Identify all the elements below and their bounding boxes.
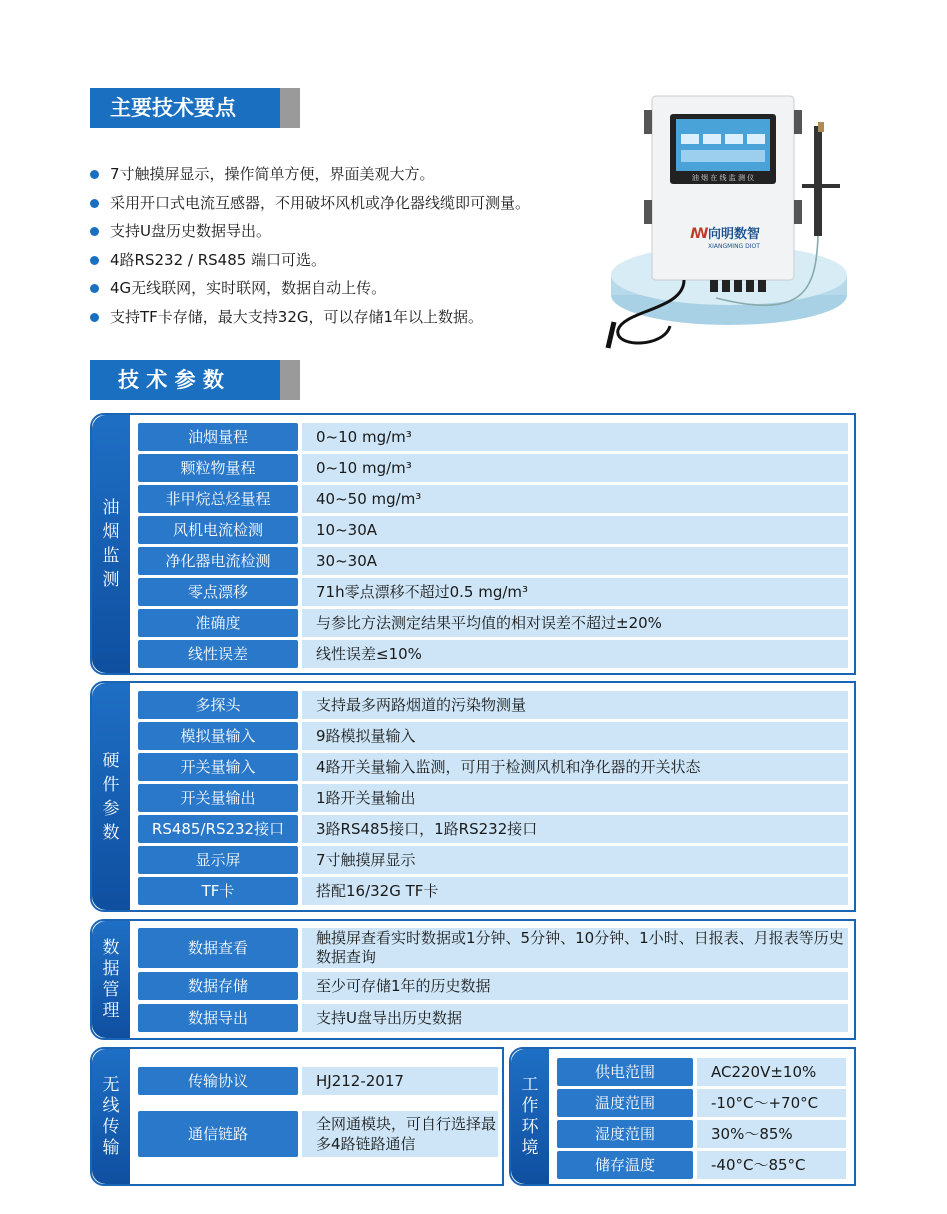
panel-side-label: 油烟监测 xyxy=(92,415,130,673)
panel-wireless: 无线传输 传输协议 HJ212-2017 通信链路 全网通模块，可自行选择最多4路链路通信 xyxy=(90,1047,504,1186)
panel-side-label: 工作环境 xyxy=(511,1049,549,1184)
panel-side-label: 数据管理 xyxy=(92,921,130,1038)
key-points-list xyxy=(88,160,628,332)
panel-oil-monitoring: 油烟监测 油烟量程 0~10 mg/m³ 颗粒物量程 0~10 mg/m³ 非甲烷总烃量程 40~50 mg/m³ 风机电流检测 10~30A 净化器电流检测 30~30A 零点漂移 71h零点漂移不超过0.5 mg/m³ 准确度 与参比方法测定结果平均值的相对误差不超过±20% 线性误差 线性误差≤10% xyxy=(90,413,856,675)
section-title: 技 术 参 数 xyxy=(90,360,280,400)
panel-environment: 工作环境 供电范围 AC220V±10% 温度范围 -10°C～+70°C 湿度范围 30%～85% 储存温度 -40°C～85°C xyxy=(509,1047,856,1186)
list-item: 采用开口式电流互感器，不用破坏风机或净化器线缆即可测量。 xyxy=(88,189,628,218)
svg-text:ꟿ: ꟿ xyxy=(690,226,709,242)
panel-hardware: 硬件参数 多探头 支持最多两路烟道的污染物测量 模拟量输入 9路模拟量输入 开关量输入 4路开关量输入监测，可用于检测风机和净化器的开关状态 开关量输出 1路开关量输出 RS485/RS232接口 3路RS485接口，1路RS232接口 显示屏 7寸触摸屏显示 TF卡 搭配16/32G TF卡 xyxy=(90,681,856,912)
header-accent xyxy=(280,360,300,400)
device-brand: 向明数智 xyxy=(708,227,761,242)
section-title: 主要技术要点 xyxy=(90,88,280,128)
device-brand-en: XIANGMING DIOT xyxy=(708,243,760,250)
device-image xyxy=(604,90,854,360)
list-item: 4路RS232 / RS485 端口可选。 xyxy=(88,246,628,275)
panel-side-label: 无线传输 xyxy=(92,1049,130,1184)
panel-data-management: 数据管理 数据查看 触摸屏查看实时数据或1分钟、5分钟、10分钟、1小时、日报表、月报表等历史数据查询 数据存储 至少可存储1年的历史数据 数据导出 支持U盘导出历史数据 xyxy=(90,919,856,1040)
header-accent xyxy=(280,88,300,128)
panel-side-label: 硬件参数 xyxy=(92,683,130,910)
section-header-tech-params xyxy=(90,360,300,400)
section-header-key-points xyxy=(90,88,300,128)
list-item: 7寸触摸屏显示，操作简单方便，界面美观大方。 xyxy=(88,160,628,189)
list-item: 4G无线联网，实时联网，数据自动上传。 xyxy=(88,274,628,303)
list-item: 支持TF卡存储，最大支持32G，可以存储1年以上数据。 xyxy=(88,303,628,332)
list-item: 支持U盘历史数据导出。 xyxy=(88,217,628,246)
device-screen-caption: 油 烟 在 线 监 测 仪 xyxy=(691,174,755,182)
